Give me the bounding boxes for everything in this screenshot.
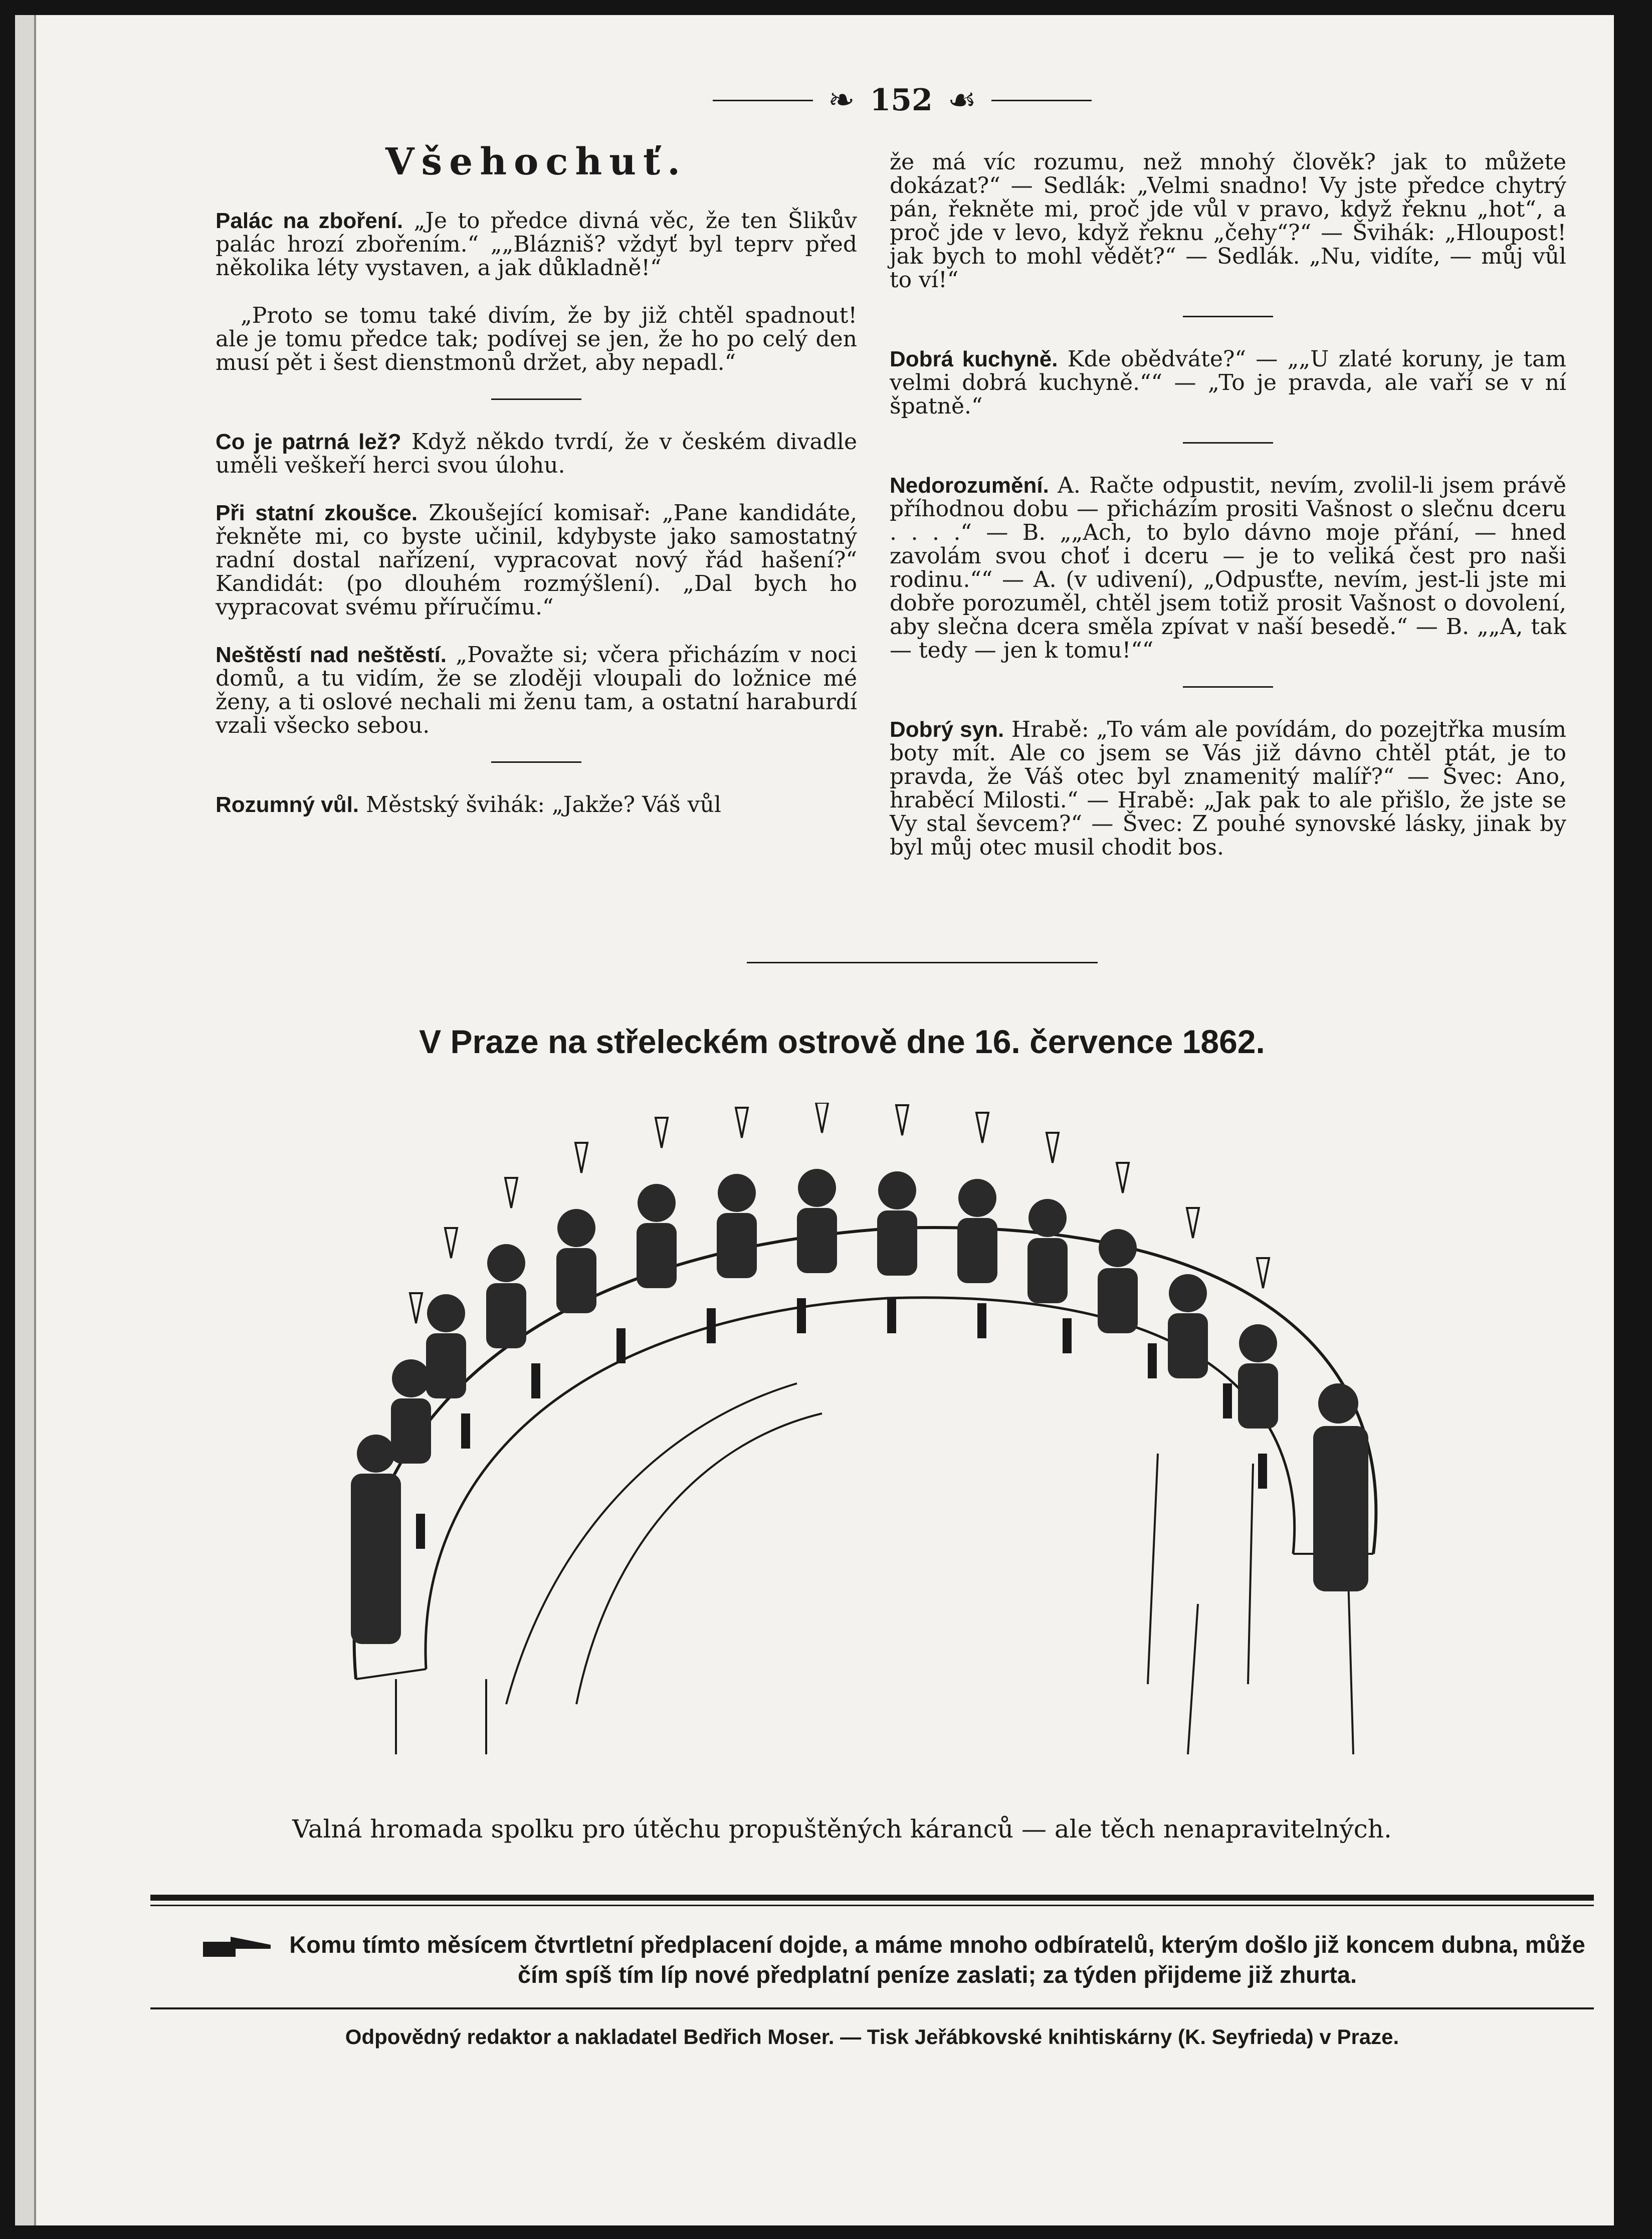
article-text: Hrabě: „To vám ale povídám, do pozejtřka musím boty mít. Ale co jsem se Vás již dávno chtěl ptát, je to pravda, že Váš otec byl znamenitý malíř?“ — Švec: Ano, hraběcí Milosti.“ — Hrabě: „Jak pak to ale přišlo, že jste se Vy stal ševcem?“ — Švec: Z pouhé synovské lásky, jinak by byl můj otec musil chodit bos. — [890, 717, 1567, 860]
article-item — [216, 643, 857, 737]
header-rule-left — [713, 100, 813, 101]
illustration-title: V Praze na střeleckém ostrově dne 16. července 1862. — [419, 1023, 1265, 1060]
separator — [1183, 316, 1273, 317]
page-header — [677, 80, 1128, 120]
article-title: Co je patrná lež? — [216, 430, 401, 454]
article-item — [216, 304, 857, 374]
article-item — [890, 474, 1566, 662]
article-text: Městský švihák: „Jakže? Váš vůl — [359, 792, 721, 818]
notice-rule-thin — [150, 1905, 1594, 1906]
notice-text: Komu tímto měsícem čtvrtletní předplacení dojde, a máme mnoho odbíratelů, kterým došlo již koncem dubna, může čím spíš tím líp nové předplatní peníze zaslati; za týden přijdeme již zhurta. — [289, 1931, 1585, 1988]
column-divider-ornament — [747, 960, 1098, 965]
page-number: 152 — [870, 83, 933, 118]
notice-rule-thick — [150, 1895, 1594, 1901]
right-column — [890, 150, 1566, 883]
article-text: Zkoušející komisař: „Pane kandidáte, řekněte mi, co byste učinil, kdybyste jako samostatný radní dostal nařízení, vypracovat nový řád hašení?“ Kandidát: (po dlouhém rozmýšlení). „Dal bych ho vypracovat svému příručímu.“ — [216, 500, 857, 620]
banquet-illustration — [296, 1103, 1489, 1769]
article-text: Když někdo tvrdí, že v českém divadle uměli veškeří herci svou úlohu. — [216, 429, 857, 478]
article-item — [216, 501, 857, 619]
separator — [1183, 686, 1273, 688]
separator — [491, 398, 581, 400]
pointing-hand-icon — [200, 1932, 276, 1962]
ornament-left-icon: ❧ — [828, 82, 855, 119]
article-text: „Považte si; včera přicházím v noci domů, a tu vidím, že se zloději vloupali do ložnice mé ženy, a ti oslové nechali mi ženu tam, a ostatní haraburdí vzali všecko sebou. — [216, 642, 857, 738]
article-text: „Je to předce divná věc, že ten Šlikův palác hrozí zbořením.“ „„Blázniš? vždyť byl teprv před několika léty vystaven, a jak důkladně!“ — [216, 208, 857, 281]
section-title: Všehochuť. — [385, 140, 687, 183]
separator — [1183, 442, 1273, 444]
article-title: Rozumný vůl. — [216, 792, 359, 817]
article-text: že má víc rozumu, než mnohý člověk? jak to můžete dokázat?“ — Sedlák: „Velmi snadno! Vy jste předce chytrý pán, řekněte mi, proč jde vůl v pravo, když řeknu „hot“, a proč jde v levo, když řeknu „čehy“?“ — Švihák: „Hloupost! jak bych to mohl vědět?“ — Sedlák. „Nu, vidíte, — můj vůl to ví!“ — [890, 149, 1566, 293]
article-item — [216, 793, 857, 817]
article-item — [890, 150, 1566, 292]
article-title: Při statní zkoušce. — [216, 501, 418, 525]
left-column — [216, 140, 857, 841]
page-binding — [15, 15, 36, 2225]
illustration-caption: Valná hromada spolku pro útěchu propuštěných káranců — ale těch nenapravitelných. — [292, 1814, 1392, 1844]
article-item — [890, 718, 1566, 859]
article-text: A. Račte odpustit, nevím, zvolil-li jsem právě příhodnou dobu — přicházím prositi Vašnost o slečnu dceru . . . .“ — B. „„Ach, to bylo dávno moje přání, — hned zavolám svou choť i dceru — je to veliká čest pro naši rodinu.““ — A. (v udivení), „Odpusťte, nevím, jest-li jste mi dobře porozuměl, chtěl jsem totiž prosit Vašnost o dovolení, aby slečna dcera směla zpívat v naší besedě.“ — B. „„A, tak — tedy — jen k tomu!““ — [890, 473, 1566, 663]
separator — [491, 761, 581, 763]
article-title: Dobrý syn. — [890, 717, 1004, 742]
article-title: Neštěstí nad neštěstí. — [216, 643, 447, 667]
newspaper-page — [15, 15, 1614, 2225]
article-title: Nedorozumění. — [890, 473, 1049, 498]
header-rule-right — [991, 100, 1092, 101]
article-title: Palác na zboření. — [216, 209, 403, 233]
footer-rule — [150, 2007, 1594, 2009]
article-item — [890, 347, 1566, 418]
article-item — [216, 209, 857, 280]
article-title: Dobrá kuchyně. — [890, 347, 1058, 371]
subscription-notice — [200, 1930, 1594, 1990]
imprint-footer: Odpovědný redaktor a nakladatel Bedřich Moser. — Tisk Jeřábkovské knihtiskárny (K. Seyfrieda) v Praze. — [345, 2025, 1399, 2049]
article-text: „Proto se tomu také divím, že by již chtěl spadnout! ale je tomu předce tak; podívej se jen, že ho po celý den musí pět i šest dienstmonů držet, aby nepadl.“ — [216, 303, 857, 375]
article-item — [216, 430, 857, 477]
ornament-right-icon: ☙ — [947, 82, 977, 119]
article-text: Kde obědváte?“ — „„U zlaté koruny, je tam velmi dobrá kuchyně.““ — „To je pravda, ale vaří se v ní špatně.“ — [890, 346, 1566, 419]
